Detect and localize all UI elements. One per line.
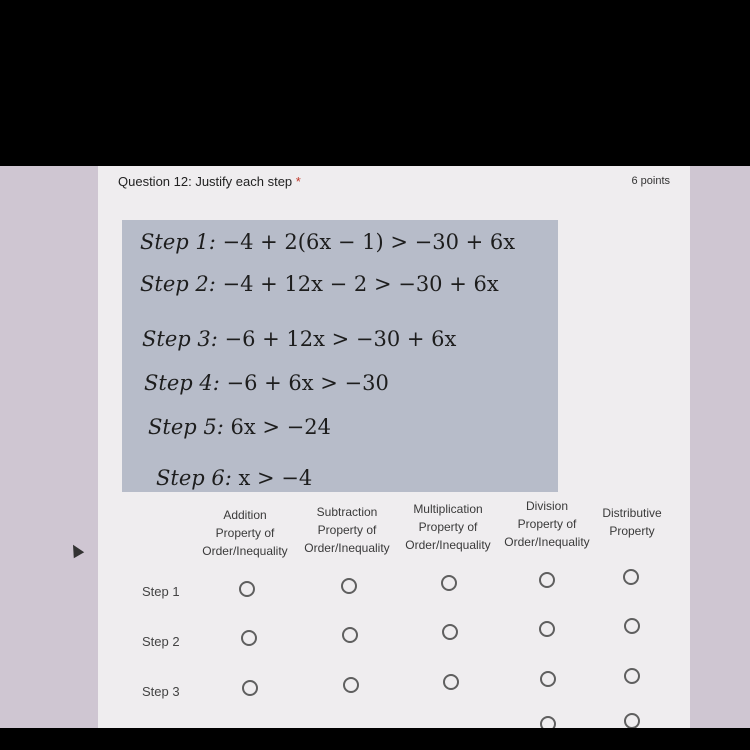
- step-expression: −4 + 2(6x − 1) > −30 + 6x: [222, 230, 516, 254]
- header-line: Property of: [418, 520, 478, 534]
- points-label: 6 points: [631, 175, 670, 187]
- radio-step1-multiplication[interactable]: [441, 575, 457, 591]
- question-card: [98, 166, 690, 728]
- column-header-multiplication: [396, 500, 500, 554]
- radio-step3-distributive[interactable]: [624, 668, 640, 684]
- header-line: Property: [609, 524, 655, 538]
- header-line: Order/Inequality: [504, 535, 590, 549]
- column-header-subtraction: [295, 503, 399, 557]
- radio-step3-multiplication[interactable]: [443, 674, 459, 690]
- equation-image: [122, 220, 558, 492]
- radio-step4-division[interactable]: [540, 716, 556, 728]
- header-line: Order/Inequality: [202, 544, 288, 558]
- radio-step3-addition[interactable]: [242, 680, 258, 696]
- header-line: Division: [525, 499, 568, 513]
- row-label-step-1: Step 1: [142, 584, 180, 599]
- radio-step1-addition[interactable]: [239, 581, 255, 597]
- step-label: Step 1:: [140, 230, 216, 254]
- column-header-distributive: [580, 504, 684, 540]
- radio-step2-division[interactable]: [539, 621, 555, 637]
- question-title-text: Question 12: Justify each step: [118, 174, 293, 189]
- step-label: Step 3:: [142, 327, 218, 351]
- step-expression: −6 + 6x > −30: [226, 371, 389, 395]
- header-line: Order/Inequality: [405, 538, 491, 552]
- step-expression: x > −4: [238, 466, 313, 490]
- row-label-step-2: Step 2: [142, 634, 180, 649]
- step-6-equation: [156, 466, 312, 490]
- radio-step2-subtraction[interactable]: [342, 627, 358, 643]
- step-3-equation: [142, 327, 456, 351]
- step-4-equation: [144, 371, 389, 395]
- header-line: Property of: [317, 523, 377, 537]
- radio-step1-subtraction[interactable]: [341, 578, 357, 594]
- bottom-bezel: [0, 728, 750, 750]
- header-line: Addition: [223, 508, 267, 522]
- mouse-cursor-icon: [68, 542, 84, 558]
- radio-step2-multiplication[interactable]: [442, 624, 458, 640]
- step-expression: −6 + 12x > −30 + 6x: [224, 327, 457, 351]
- radio-step4-distributive[interactable]: [624, 713, 640, 728]
- radio-step1-distributive[interactable]: [623, 569, 639, 585]
- radio-step3-division[interactable]: [540, 671, 556, 687]
- step-5-equation: [148, 415, 331, 439]
- radio-step1-division[interactable]: [539, 572, 555, 588]
- question-title: [118, 174, 301, 189]
- step-2-equation: [140, 272, 499, 296]
- radio-step2-distributive[interactable]: [624, 618, 640, 634]
- header-line: Order/Inequality: [304, 541, 390, 555]
- header-line: Property of: [215, 526, 275, 540]
- step-expression: −4 + 12x − 2 > −30 + 6x: [222, 272, 499, 296]
- form-screen: [0, 166, 750, 728]
- header-line: Property of: [517, 517, 577, 531]
- header-line: Subtraction: [316, 505, 378, 519]
- step-label: Step 5:: [148, 415, 224, 439]
- step-label: Step 6:: [156, 466, 232, 490]
- row-label-step-3: Step 3: [142, 684, 180, 699]
- step-label: Step 4:: [144, 371, 220, 395]
- column-header-addition: [193, 506, 297, 560]
- step-expression: 6x > −24: [230, 415, 331, 439]
- radio-step3-subtraction[interactable]: [343, 677, 359, 693]
- radio-step2-addition[interactable]: [241, 630, 257, 646]
- step-1-equation: [140, 230, 515, 254]
- header-line: Distributive: [602, 506, 662, 520]
- header-line: Multiplication: [413, 502, 483, 516]
- step-label: Step 2:: [140, 272, 216, 296]
- required-mark: *: [295, 174, 301, 189]
